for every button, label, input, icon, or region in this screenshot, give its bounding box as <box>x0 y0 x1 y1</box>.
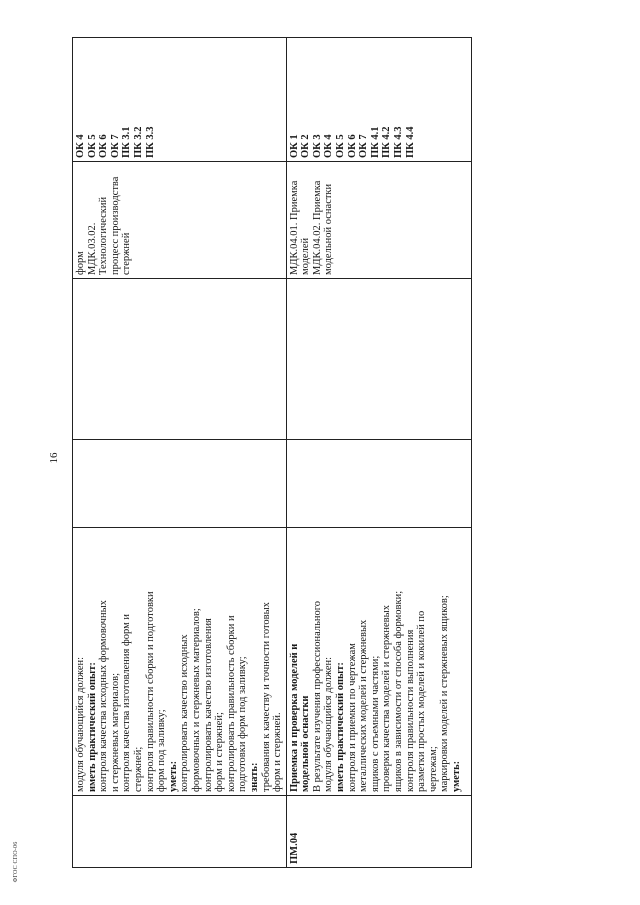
competence-code: ПК 3.2 <box>132 126 144 158</box>
competence-code: ОК 3 <box>311 134 323 158</box>
description-line: контроля правильности выполнения <box>404 629 416 792</box>
page-number: 16 <box>48 452 60 464</box>
description-line: контролировать качество исходных <box>179 634 191 792</box>
competence-code: ОК 4 <box>75 134 86 158</box>
competence-code: ПК 4.4 <box>404 126 416 158</box>
description-line: подготовки форм под заливку; <box>237 656 249 792</box>
competence-code: ОК 7 <box>109 134 121 158</box>
description-line: контроля качества исходных формовочных <box>98 600 110 792</box>
competence-code: ПК 4.1 <box>369 126 381 158</box>
mandatory-hours-cell <box>286 279 471 440</box>
max-hours-cell <box>73 440 287 528</box>
description-line: металлических моделей и стержневых <box>358 619 370 792</box>
description-line: требования к качеству и точности готовых <box>260 602 272 792</box>
course-line: МДК.03.02. <box>86 222 98 275</box>
description-line: форм под заливку; <box>156 709 168 792</box>
competence-code: ОК 7 <box>358 134 370 158</box>
description-line: форм и стержней. <box>272 712 284 792</box>
course-line: процесс производства <box>109 176 121 275</box>
description-line: ящиков в зависимости от способа формовки; <box>393 590 405 792</box>
description-heading: знать: <box>248 762 260 792</box>
description-line: контролировать качество изготовления <box>202 618 214 792</box>
competence-code: ОК 6 <box>346 134 358 158</box>
description-line: модуля обучающийся должен: <box>323 656 335 792</box>
description-heading: уметь: <box>167 760 179 792</box>
description-line: контроля качества изготовления форм и <box>121 613 133 792</box>
competence-code: ОК 1 <box>288 134 300 158</box>
description-heading: иметь практический опыт: <box>335 662 347 792</box>
description-line: модуля обучающийся должен: <box>75 656 86 792</box>
module-code-cell: ПМ.04 <box>286 796 471 868</box>
description-line: стержней; <box>132 746 144 792</box>
course-line: Технологический <box>98 196 110 275</box>
competence-code: ПК 3.1 <box>121 126 133 158</box>
description-line: формовочных и стержневых материалов; <box>190 608 202 792</box>
rotated-table-wrapper <box>72 38 462 868</box>
course-line: форм <box>75 251 86 275</box>
courses-cell <box>286 162 471 279</box>
competences-cell <box>286 38 471 162</box>
courses-cell <box>73 162 287 279</box>
description-line: маркировки моделей и стержневых ящиков; <box>439 595 451 792</box>
table-row <box>73 38 287 868</box>
module-code-cell <box>73 796 287 868</box>
module-title-line: Приемка и проверка моделей и <box>288 643 300 792</box>
footer-code: ФГОС СПО-06 <box>13 841 19 883</box>
description-line: контроля правильности сборки и подготовки <box>144 591 156 792</box>
competence-code: ОК 2 <box>300 134 312 158</box>
course-line: стержней <box>121 232 133 275</box>
description-line: разметки простых моделей и кокилей по <box>416 610 428 792</box>
description-line: контроля и приемки по чертежам <box>346 643 358 792</box>
description-line: и стержневых материалов; <box>109 672 121 792</box>
competence-code: ПК 4.2 <box>381 126 393 158</box>
module-description-cell <box>73 528 287 796</box>
description-line: ящиков с отъемными частями; <box>369 655 381 792</box>
course-line: модельной оснастки <box>323 183 335 275</box>
description-line: форм и стержней; <box>214 712 226 792</box>
competences-cell <box>73 38 287 162</box>
course-line: МДК.04.02. Приемка <box>311 180 323 275</box>
module-title-line: модельной оснастки <box>300 695 312 792</box>
competence-code: ОК 6 <box>98 134 110 158</box>
competence-code: ПК 4.3 <box>393 126 405 158</box>
curriculum-table <box>72 37 472 868</box>
table-row <box>286 38 471 868</box>
description-line: чертежам; <box>427 746 439 792</box>
mandatory-hours-cell <box>73 279 287 440</box>
description-heading: уметь: <box>451 760 462 792</box>
description-line: контролировать правильность сборки и <box>225 615 237 792</box>
description-line: проверки качества моделей и стержневых <box>381 605 393 792</box>
competence-code: ОК 5 <box>335 134 347 158</box>
description-heading: иметь практический опыт: <box>86 662 98 792</box>
course-line: моделей <box>300 237 312 275</box>
competence-code: ПК 3.3 <box>144 126 156 158</box>
competence-code: ОК 4 <box>323 134 335 158</box>
max-hours-cell <box>286 440 471 528</box>
course-line: МДК.04.01. Приемка <box>288 180 300 275</box>
competence-code: ОК 5 <box>86 134 98 158</box>
description-line: В результате изучения профессионального <box>311 600 323 792</box>
module-description-cell <box>286 528 471 796</box>
